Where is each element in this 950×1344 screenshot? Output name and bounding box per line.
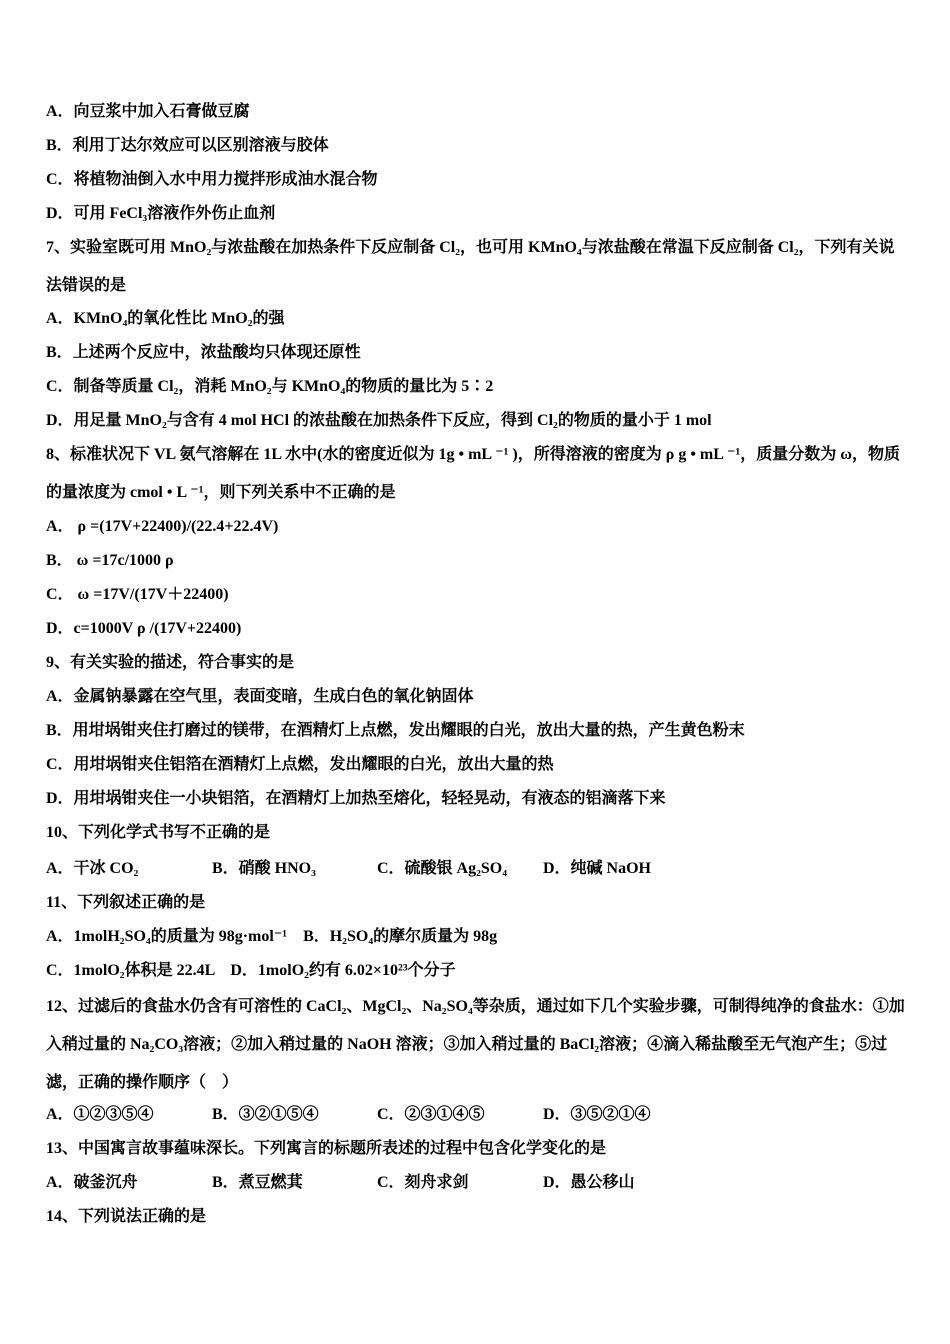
q10-option-a: A．干冰 CO₂ xyxy=(46,860,139,877)
q6-option-b: B．利用丁达尔效应可以区别溶液与胶体 xyxy=(46,137,329,154)
q8-option-d: D．c=1000V ρ /(17V+22400) xyxy=(46,620,242,637)
q9-stem: 9、有关实验的描述，符合事实的是 xyxy=(46,654,295,671)
q7-option-a: A．KMnO₄的氧化性比 MnO₂的强 xyxy=(46,310,285,327)
q8-option-b: B． ω =17c/1000 ρ xyxy=(46,552,174,569)
q12-option-d: D．③⑤②①④ xyxy=(543,1106,651,1123)
q7-option-b: B．上述两个反应中，浓盐酸均只体现还原性 xyxy=(46,344,361,361)
q10-option-b: B．硝酸 HNO₃ xyxy=(212,860,316,877)
q9-option-d: D．用坩埚钳夹住一小块铝箔，在酒精灯上加热至熔化，轻轻晃动，有液态的铝滴落下来 xyxy=(46,790,666,807)
q9-option-a: A．金属钠暴露在空气里，表面变暗，生成白色的氧化钠固体 xyxy=(46,688,474,705)
q6-option-a: A．向豆浆中加入石膏做豆腐 xyxy=(46,103,250,120)
q7-stem: 7、实验室既可用 MnO₂与浓盐酸在加热条件下反应制备 Cl₂，也可用 KMnO₄与浓盐酸在常温下反应制备 Cl₂，下列有关说法错误的是 xyxy=(46,239,895,294)
q6-option-d: D．可用 FeCl₃溶液作外伤止血剂 xyxy=(46,205,276,222)
q13-option-d: D．愚公移山 xyxy=(543,1174,635,1191)
q10-stem: 10、下列化学式书写不正确的是 xyxy=(46,824,271,841)
q7-option-d: D．用足量 MnO₂与含有 4 mol HCl 的浓盐酸在加热条件下反应，得到 Cl₂的物质的量小于 1 mol xyxy=(46,412,712,429)
q11-stem: 11、下列叙述正确的是 xyxy=(46,894,206,911)
q8-option-a: A． ρ =(17V+22400)/(22.4+22.4V) xyxy=(46,518,279,535)
q12-stem: 12、过滤后的食盐水仍含有可溶性的 CaCl₂、MgCl₂、Na₂SO₄等杂质，通过如下几个实验步骤，可制得纯净的食盐水：①加入稍过量的 Na₂CO₃溶液；②加入稍过量的 NaOH 溶液；③加入稍过量的 BaCl₂溶液；④滴入稀盐酸至无气泡产生；⑤过滤，正确的操作顺序（ ） xyxy=(46,998,905,1091)
q12-option-c: C．②③①④⑤ xyxy=(377,1106,485,1123)
q8-stem: 8、标准状况下 VL 氨气溶解在 1L 水中(水的密度近似为 1g • mL ⁻¹ )，所得溶液的密度为 ρ g • mL ⁻¹，质量分数为 ω，物质的量浓度为 cmol • L ⁻¹，则下列关系中不正确的是 xyxy=(46,446,900,501)
q13-option-c: C．刻舟求剑 xyxy=(377,1174,469,1191)
q14-stem: 14、下列说法正确的是 xyxy=(46,1208,207,1225)
q9-option-c: C．用坩埚钳夹住铝箔在酒精灯上点燃，发出耀眼的白光，放出大量的热 xyxy=(46,756,554,773)
q10-option-d: D．纯碱 NaOH xyxy=(543,860,652,877)
q10-option-c: C．硫酸银 Ag₂SO₄ xyxy=(377,860,508,877)
q13-stem: 13、中国寓言故事蕴味深长。下列寓言的标题所表述的过程中包含化学变化的是 xyxy=(46,1140,607,1157)
q11-options-row1: A．1molH₂SO₄的质量为 98g·mol⁻¹ B．H₂SO₄的摩尔质量为 98g xyxy=(46,928,498,945)
q6-option-c: C．将植物油倒入水中用力搅拌形成油水混合物 xyxy=(46,171,378,188)
q11-options-row2: C．1molO₂体积是 22.4L D．1molO₂约有 6.02×10²³个分子 xyxy=(46,962,456,979)
q12-option-a: A．①②③⑤④ xyxy=(46,1106,154,1123)
q7-option-c: C．制备等质量 Cl₂，消耗 MnO₂与 KMnO₄的物质的量比为 5∶2 xyxy=(46,378,494,395)
q8-option-c: C． ω =17V/(17V＋22400) xyxy=(46,586,229,603)
q9-option-b: B．用坩埚钳夹住打磨过的镁带，在酒精灯上点燃，发出耀眼的白光，放出大量的热，产生黄色粉末 xyxy=(46,722,745,739)
q13-option-a: A．破釜沉舟 xyxy=(46,1174,138,1191)
q12-option-b: B．③②①⑤④ xyxy=(212,1106,319,1123)
q13-option-b: B．煮豆燃萁 xyxy=(212,1174,303,1191)
